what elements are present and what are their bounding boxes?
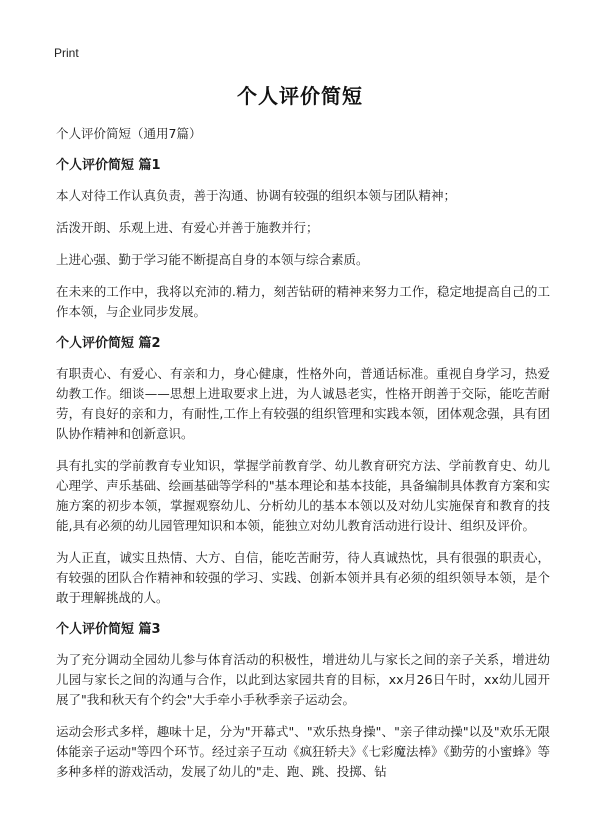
paragraph: 为了充分调动全园幼儿参与体育活动的积极性，增进幼儿与家长之间的亲子关系，增进幼儿园与家长之间的沟通与合作，以此到达家园共育的目标，xx月26日午时，xx幼儿园开展了"我和秋天有个约会"大手牵小手秋季亲子运动会。 bbox=[56, 652, 550, 707]
section-heading: 个人评价简短 篇2 bbox=[56, 336, 161, 351]
section-3 bbox=[56, 620, 550, 782]
paragraph: 本人对待工作认真负责，善于沟通、协调有较强的组织本领与团队精神； bbox=[56, 188, 457, 203]
document-subtitle: 个人评价简短（通用7篇） bbox=[56, 126, 202, 141]
section-2 bbox=[56, 334, 550, 608]
paragraph: 上进心强、勤于学习能不断提高自身的本领与综合素质。 bbox=[56, 252, 369, 267]
paragraph: 在未来的工作中，我将以充沛的.精力，刻苦钻研的精神来努力工作，稳定地提高自己的工作本领，与企业同步发展。 bbox=[56, 284, 550, 319]
print-label[interactable]: Print bbox=[54, 46, 79, 60]
paragraph: 活泼开朗、乐观上进、有爱心并善于施教并行； bbox=[56, 220, 319, 235]
paragraph: 具有扎实的学前教育专业知识，掌握学前教育学、幼儿教育研究方法、学前教育史、幼儿心理学、声乐基础、绘画基础等学科的"基本理论和基本技能，具备编制具体教育方案和实施方案的初步本领，掌握观察幼儿、分析幼儿的基本本领以及对幼儿实施保育和教育的技能,具有必须的幼儿园管理知识和本领，能独立对幼儿教育活动进行设计、组织及评价。 bbox=[56, 458, 550, 533]
paragraph: 为人正直，诚实且热情、大方、自信，能吃苦耐劳，待人真诚热忱，具有很强的职责心，有较强的团队合作精神和较强的学习、实践、创新本领并具有必须的组织领导本领，是个敢于理解挑战的人。 bbox=[56, 550, 550, 605]
paragraph: 有职责心、有爱心、有亲和力，身心健康，性格外向，普通话标准。重视自身学习，热爱幼教工作。细谈——思想上进取要求上进，为人诚恳老实，性格开朗善于交际，能吃苦耐劳，有良好的亲和力，有耐性,工作上有较强的组织管理和实践本领，团体观念强，具有团队协作精神和创新意识。 bbox=[56, 366, 550, 441]
document-body bbox=[56, 124, 550, 794]
section-heading: 个人评价简短 篇3 bbox=[56, 622, 161, 637]
section-heading: 个人评价简短 篇1 bbox=[56, 158, 161, 173]
page-title: 个人评价简短 bbox=[237, 84, 363, 108]
paragraph: 运动会形式多样，趣味十足，分为"开幕式"、"欢乐热身操"、"亲子律动操"以及"欢乐无限体能亲子运动"等四个环节。经过亲子互动《疯狂轿夫》《七彩魔法棒》《勤劳的小蜜蜂》等多种多样的游戏活动，发展了幼儿的"走、跑、跳、投掷、钻 bbox=[56, 724, 550, 779]
section-1 bbox=[56, 156, 550, 322]
